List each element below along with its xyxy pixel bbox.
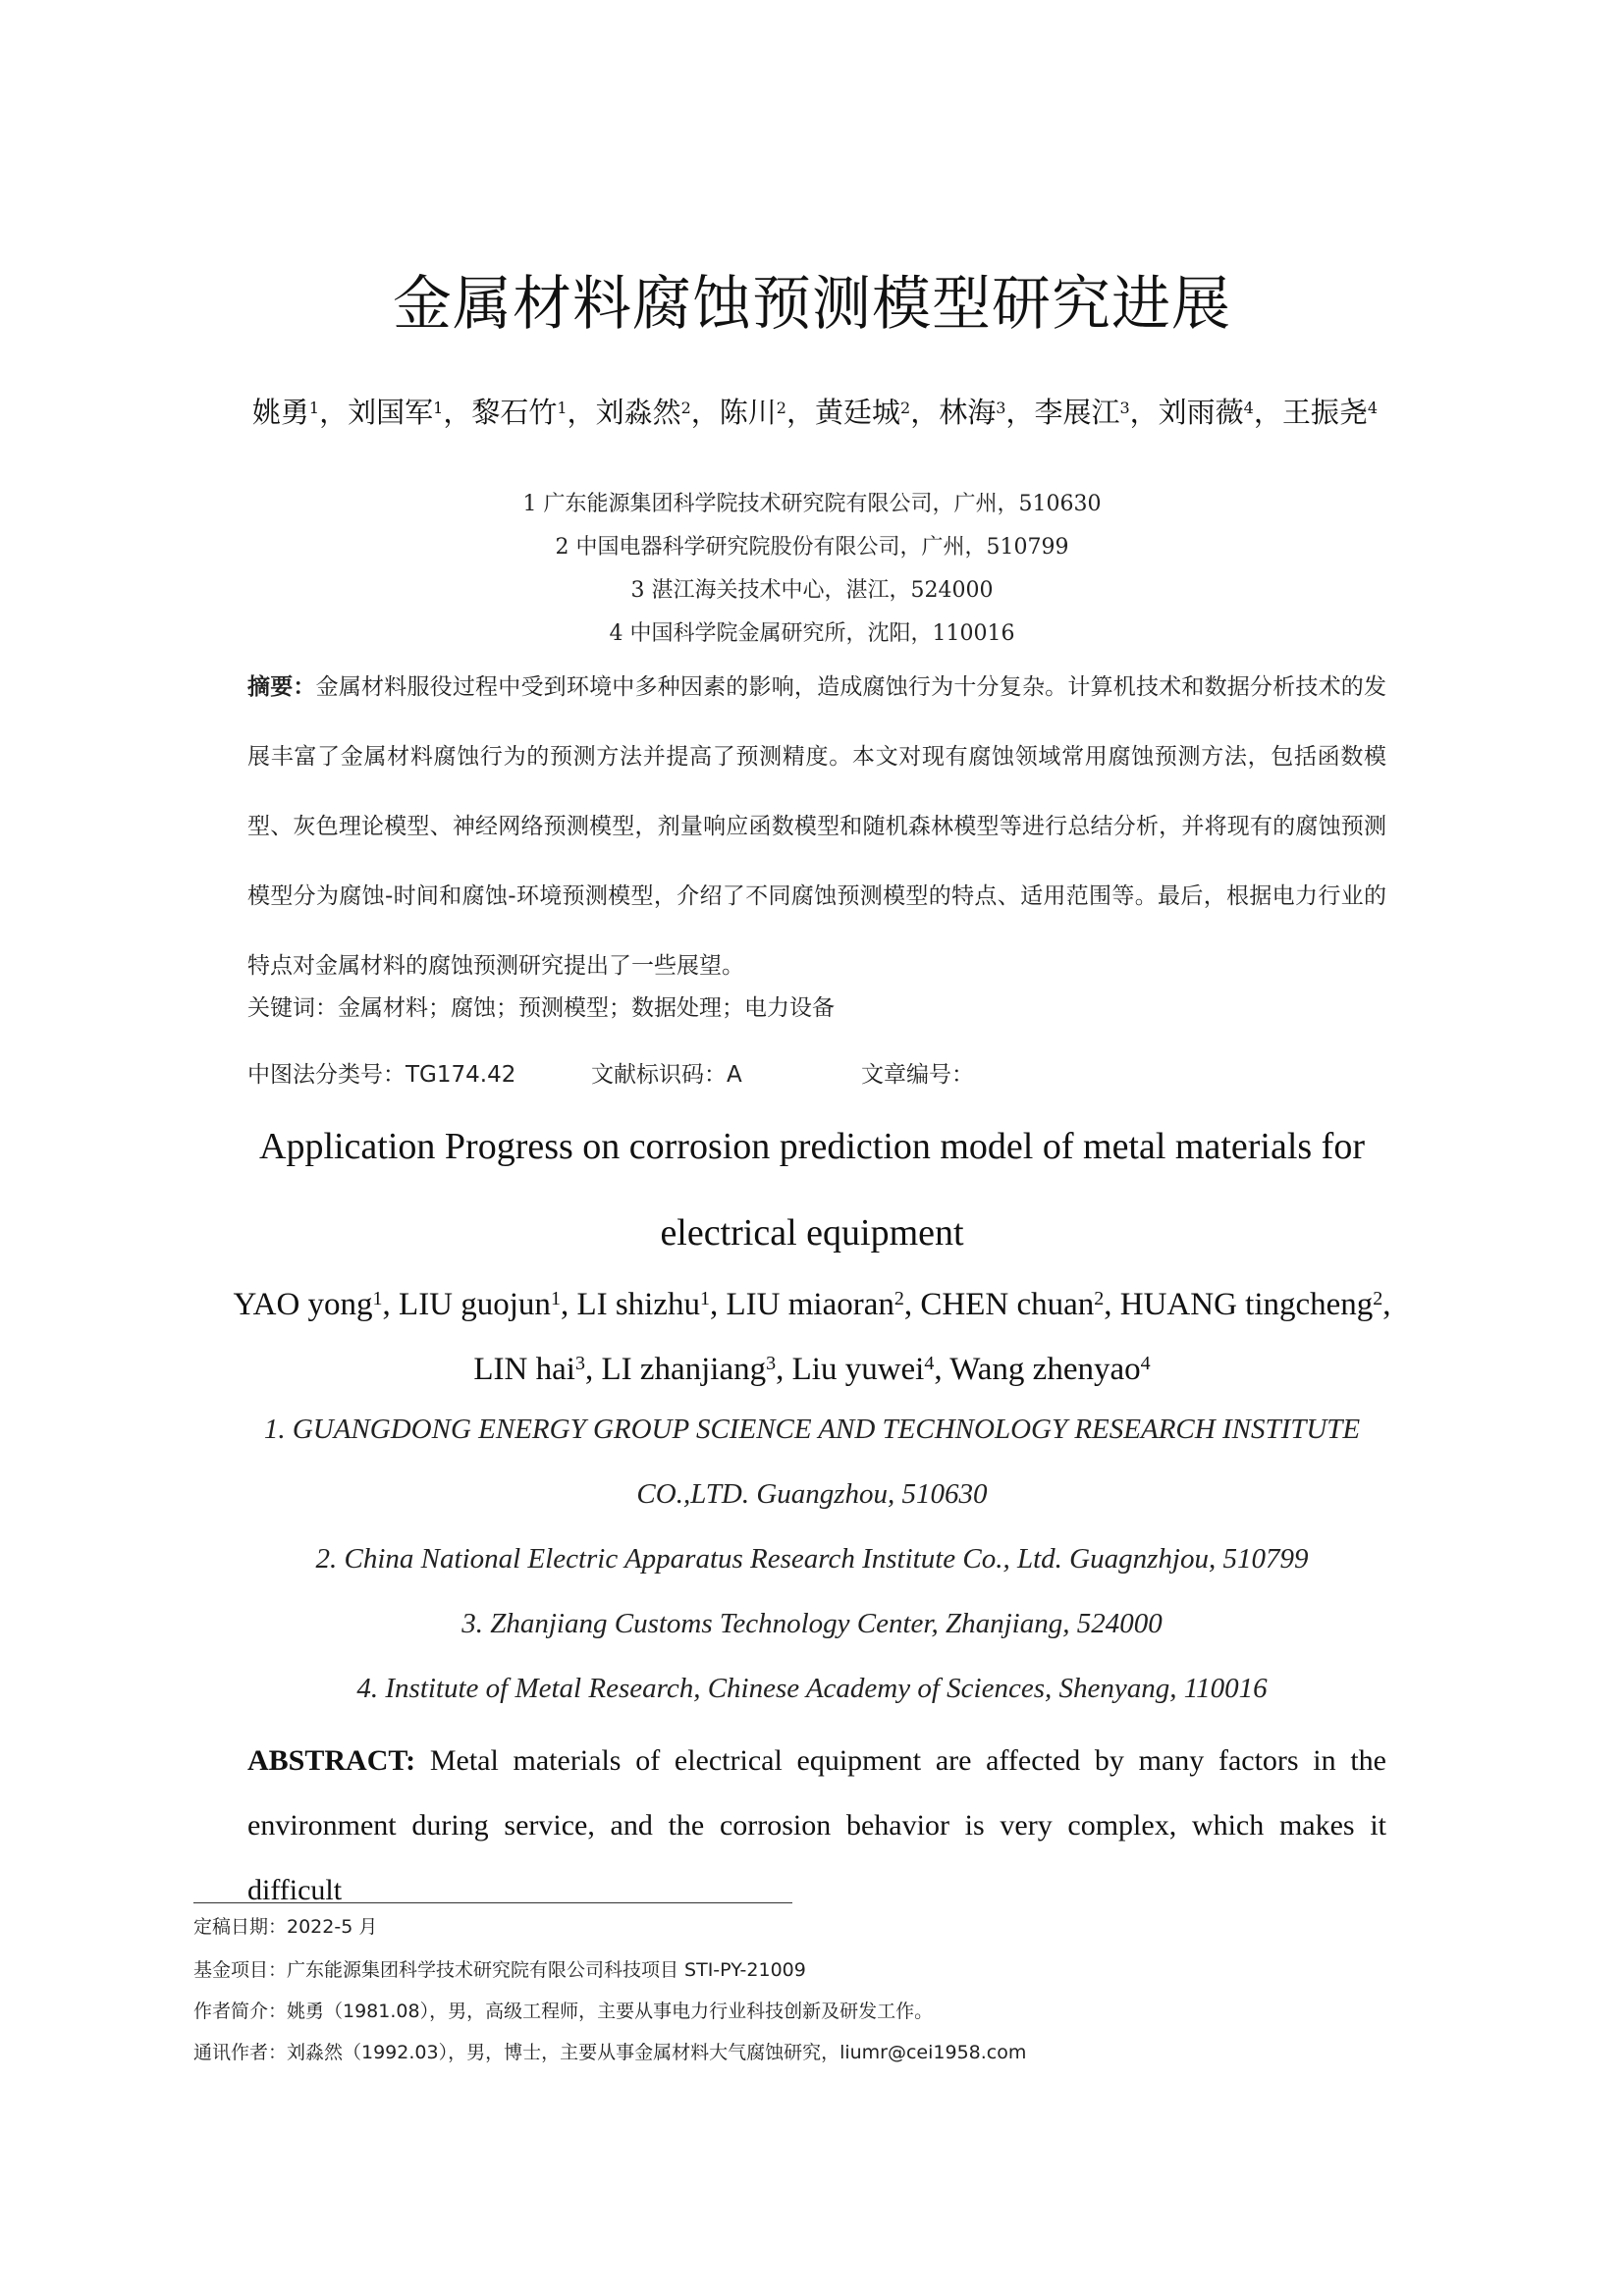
author-cn: 刘雨薇$^4$，	[1158, 396, 1282, 429]
footnote-date: 定稿日期：2022-5 月	[193, 1916, 378, 1938]
author-cn: 陈川$^2$，	[719, 396, 815, 429]
clc-number: 中图法分类号：TG174.42	[247, 1062, 516, 1088]
author-cn: 李展江$^3$，	[1034, 396, 1159, 429]
abstract-en-text: Metal materials of electrical equipment are affected by many factors in the environment during service, and the corrosion behavior is very complex, which makes it difficult	[247, 1744, 1386, 1906]
affiliation-en-3: 3. Zhanjiang Customs Technology Center, Zhanjiang, 524000	[461, 1608, 1163, 1639]
abstract-cn	[247, 653, 1386, 1001]
affiliation-cn-4: 4 中国科学院金属研究所，沈阳，110016	[609, 621, 1015, 646]
document-code: 文献标识码：A	[591, 1062, 742, 1088]
abstract-en-label: ABSTRACT:	[247, 1744, 416, 1777]
author-cn: 林海$^3$，	[939, 396, 1035, 429]
author-cn: 王振尧$^4$	[1281, 396, 1379, 429]
affiliation-cn-3: 3 湛江海关技术中心，湛江，524000	[630, 578, 994, 603]
affiliation-en-1-cont: CO.,LTD. Guangzhou, 510630	[636, 1478, 988, 1510]
author-en: Liu yuwei$^4$,	[791, 1352, 950, 1387]
author-cn: 刘国军$^1$，	[348, 396, 472, 429]
author-en: YAO yong$^1$,	[233, 1287, 400, 1322]
footnote-author-bio: 作者简介：姚勇（1981.08），男，高级工程师，主要从事电力行业科技创新及研发工作。	[193, 2001, 934, 2022]
abstract-cn-text: 金属材料服役过程中受到环境中多种因素的影响，造成腐蚀行为十分复杂。计算机技术和数据分析技术的发展丰富了金属材料腐蚀行为的预测方法并提高了预测精度。本文对现有腐蚀领域常用腐蚀预测方法，包括函数模型、灰色理论模型、神经网络预测模型，剂量响应函数模型和随机森林模型等进行总结分析，并将现有的腐蚀预测模型分为腐蚀-时间和腐蚀-环境预测模型，介绍了不同腐蚀预测模型的特点、适用范围等。最后，根据电力行业的特点对金属材料的腐蚀预测研究提出了一些展望。	[247, 674, 1387, 979]
classification-line	[247, 1056, 974, 1089]
article-number: 文章编号：	[861, 1062, 974, 1088]
abstract-en	[247, 1729, 1386, 1923]
author-en: CHEN chuan$^2$,	[920, 1287, 1120, 1322]
affiliation-en-4: 4. Institute of Metal Research, Chinese Academy of Sciences, Shenyang, 110016	[356, 1673, 1268, 1704]
author-en: LI zhanjiang$^3$,	[601, 1352, 792, 1387]
author-cn: 刘淼然$^2$，	[595, 396, 720, 429]
affiliation-cn-2: 2 中国电器科学研究院股份有限公司，广州，510799	[555, 535, 1069, 560]
paper-title-cn: 金属材料腐蚀预测模型研究进展	[393, 270, 1231, 339]
author-cn: 黄廷城$^2$，	[815, 396, 940, 429]
author-en: Wang zhenyao$^4$	[949, 1352, 1151, 1387]
affiliation-en-2: 2. China National Electric Apparatus Research Institute Co., Ltd. Guagnzhjou, 510799	[315, 1543, 1309, 1575]
author-en: HUANG tingcheng$^2$,	[1119, 1287, 1391, 1322]
author-en: LIN hai$^3$,	[473, 1352, 602, 1387]
author-en: LIU miaoran$^2$,	[726, 1287, 921, 1322]
affiliation-en-1: 1. GUANGDONG ENERGY GROUP SCIENCE AND TECHNOLOGY RESEARCH INSTITUTE	[263, 1414, 1361, 1445]
author-cn: 姚勇$^1$，	[251, 396, 349, 429]
footnote-corresponding-author: 通讯作者：刘淼然（1992.03），男，博士，主要从事金属材料大气腐蚀研究，liumr@cei1958.com	[193, 2042, 1027, 2063]
paper-title-en: Application Progress on corrosion prediction model of metal materials for electrical equipment	[259, 1126, 1365, 1254]
footnote-funding: 基金项目：广东能源集团科学技术研究院有限公司科技项目 STI-PY-21009	[193, 1959, 806, 1981]
footnote-divider	[193, 1902, 792, 1903]
author-en: LIU guojun$^1$,	[399, 1287, 577, 1322]
keywords-cn: 关键词：金属材料；腐蚀；预测模型；数据处理；电力设备	[247, 995, 835, 1021]
author-en: LI shizhu$^1$,	[576, 1287, 727, 1322]
author-list-cn	[241, 391, 1389, 434]
author-cn: 黎石竹$^1$，	[471, 396, 596, 429]
author-list-en	[226, 1272, 1398, 1402]
abstract-cn-label: 摘要：	[247, 674, 316, 700]
affiliation-cn-1: 1 广东能源集团科学院技术研究院有限公司，广州，510630	[522, 492, 1102, 516]
